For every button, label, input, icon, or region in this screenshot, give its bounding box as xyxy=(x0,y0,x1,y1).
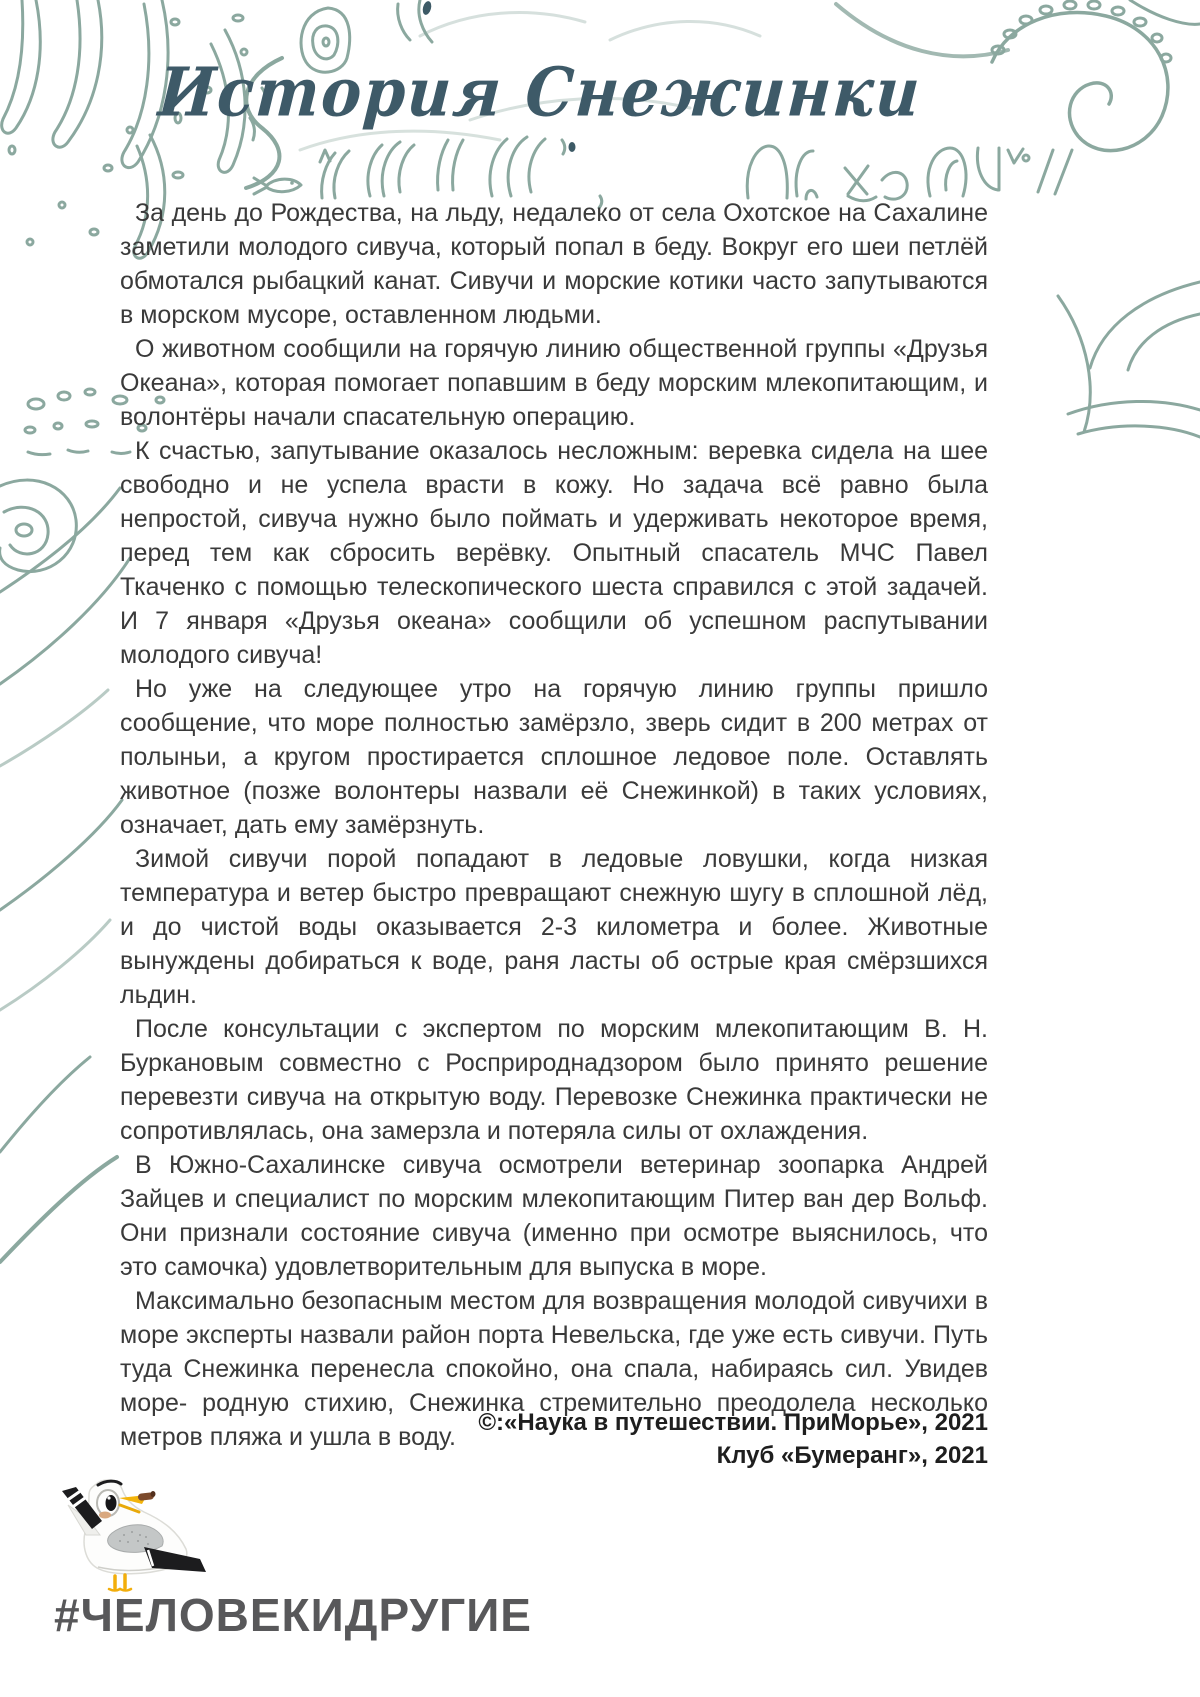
paragraph-3: К счастью, запутывание оказалось несложным: веревка сидела на шее свободно и не успела врасти в кожу. Но задача всё равно была непростой, сивуча нужно было поймать и удерживать некоторое время, перед тем как сбросить верёвку. Опытный спасатель МЧС Павел Ткаченко с помощью телескопического шеста справился с этой задачей. И 7 января «Друзья океана» сообщили об успешном распутывании молодого сивуча! xyxy=(120,437,988,669)
paragraph-5: Зимой сивучи порой попадают в ледовые ловушки, когда низкая температура и ветер быстро превращают снежную шугу в сплошной лёд, и до чистой воды оказывается 2-3 километра и более. Животные вынуждены добираться к воде, раня ласты об острые края смёрзшихся льдин. xyxy=(120,845,988,1009)
paragraph-6: После консультации с экспертом по морским млекопитающим В. Н. Буркановым совместно с Росприроднадзором было принято решение перевезти сивуча на открытую воду. Перевозке Снежинка практически не сопротивлялась, она замерзла и потеряла силы от охлаждения. xyxy=(120,1015,988,1145)
campaign-hashtag: #ЧЕЛОВЕКИДРУГИЕ xyxy=(54,1589,532,1641)
page-title: История Снежинки xyxy=(155,53,925,133)
right-wave-lines xyxy=(1058,282,1200,437)
credits xyxy=(120,1406,988,1472)
paragraph-1: За день до Рождества, на льду, недалеко от села Охотское на Сахалине заметили молодого сивуча, который попал в беду. Вокруг его шеи петлёй обмотался рыбацкий канат. Сивучи и морские котики часто запутываются в морском мусоре, оставленном людьми. xyxy=(120,199,988,329)
seagull-icon xyxy=(58,1477,214,1594)
seagull-cheek xyxy=(99,1512,111,1519)
paragraph-2: О животном сообщили на горячую линию общественной группы «Друзья Океана», которая помогает попавшим в беду морским млекопитающим, и волонтёры начали спасательную операцию. xyxy=(120,335,988,431)
dark-leaf-doodle xyxy=(421,0,432,16)
article-body xyxy=(120,196,988,1454)
credit-line-2: Клуб «Бумеранг», 2021 xyxy=(716,1442,988,1469)
credit-line-1: ©:«Наука в путешествии. ПриМорье», 2021 xyxy=(478,1409,988,1436)
dark-dot-doodle xyxy=(569,142,576,152)
paragraph-7: В Южно-Сахалинске сивуча осмотрели ветеринар зоопарка Андрей Зайцев и специалист по морским млекопитающим Питер ван дер Вольф. Они признали состояние сивуча (именно при осмотре выяснилось, что это самочка) удовлетворительным для выпуска в море. xyxy=(120,1151,988,1281)
paragraph-4: Но уже на следующее утро на горячую линию группы пришло сообщение, что море полностью замёрзло, зверь сидит в 200 метрах от полыньи, а кругом простирается сплошное ледовое поле. Оставлять животное (позже волонтеры назвали её Снежинкой) в таких условиях, означает, дать ему замёрзнуть. xyxy=(120,675,988,839)
paragraph-8: Максимально безопасным местом для возвращения молодой сивучихи в море эксперты назвали район порта Невельска, где уже есть сивучи. Путь туда Снежинка перенесла спокойно, она спала, набираясь сил. Увидев море- родную стихию, Снежинка стремительно преодолела несколько метров пляжа и ушла в воду. xyxy=(120,1287,988,1451)
